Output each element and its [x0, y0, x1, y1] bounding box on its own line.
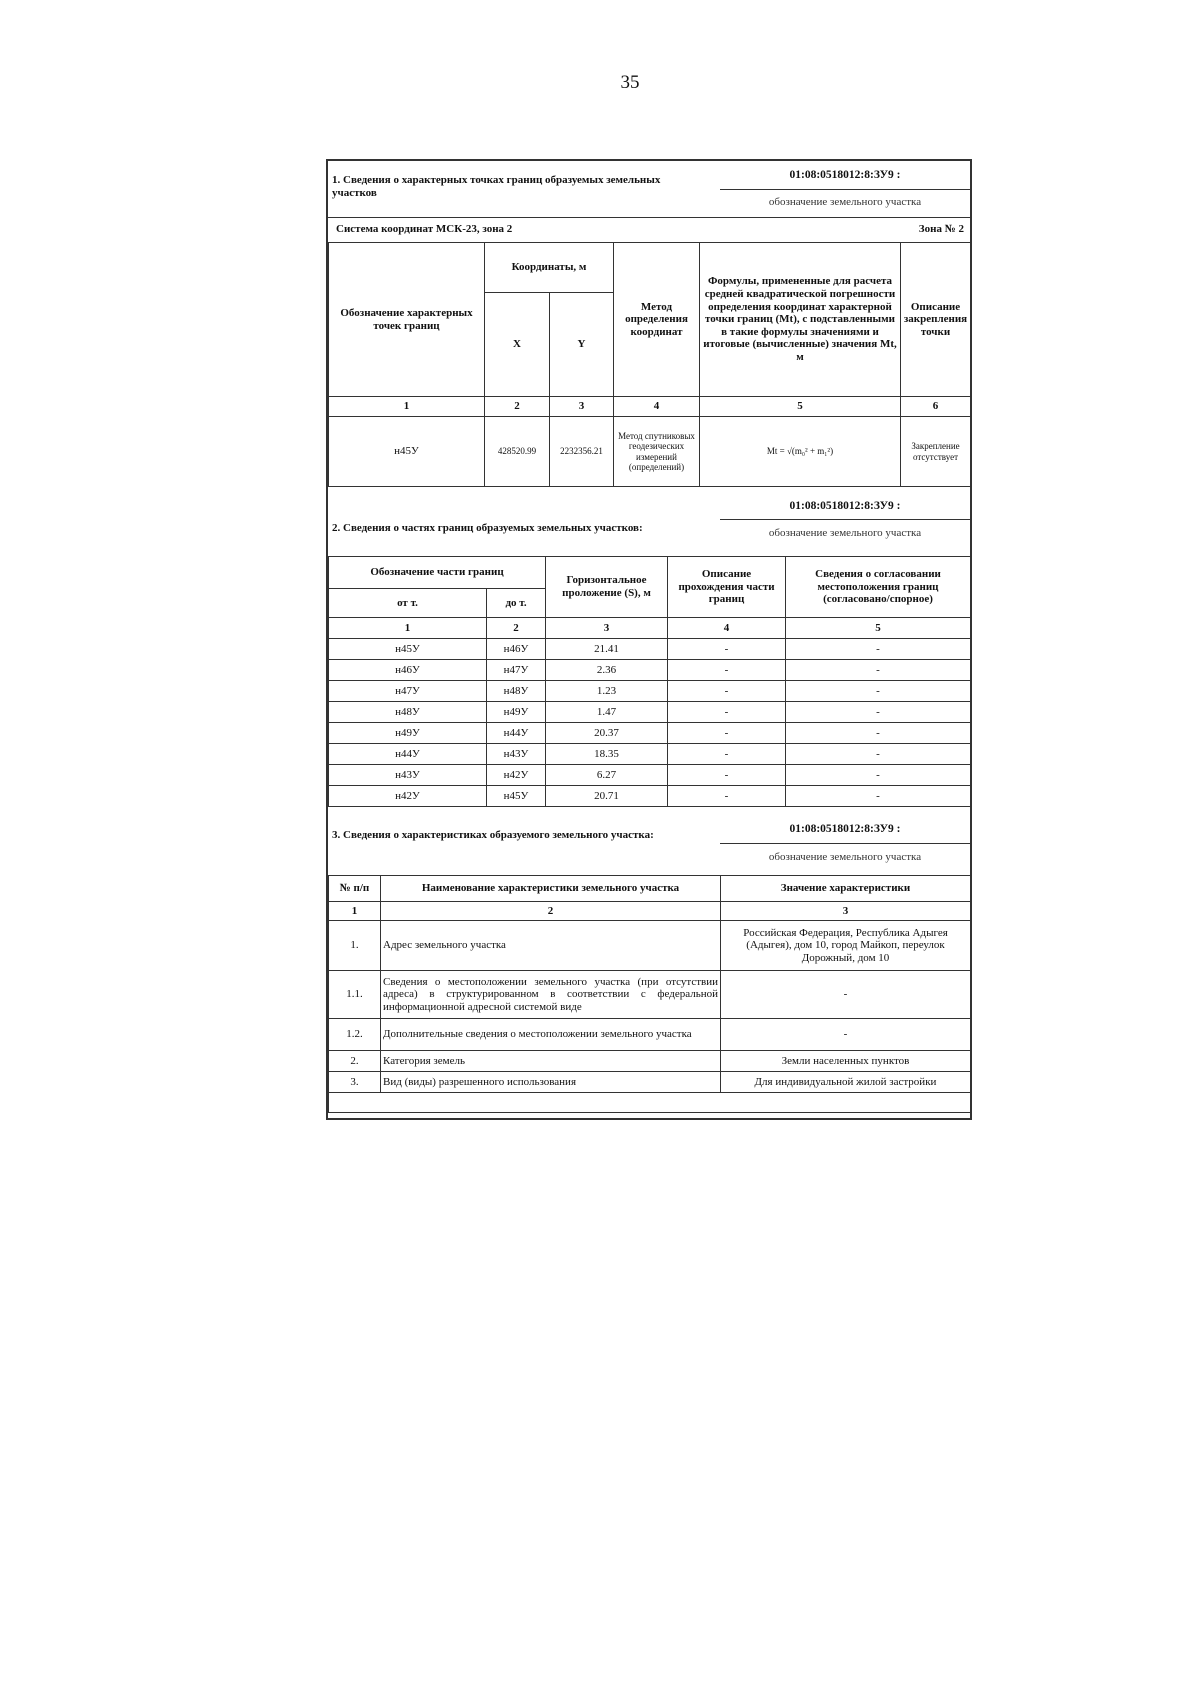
column-number: 4 [668, 618, 786, 639]
row-value: - [721, 1019, 971, 1051]
agreement-status: - [786, 702, 971, 723]
section2-code-caption: обозначение земельного участка [768, 527, 922, 539]
to-point: н44У [487, 723, 546, 744]
horizontal-distance: 6.27 [546, 765, 668, 786]
from-point: н47У [329, 681, 487, 702]
point-name: н45У [329, 417, 485, 487]
horizontal-distance: 1.47 [546, 702, 668, 723]
section1-code-caption: обозначение земельного участка [768, 196, 922, 208]
table-row [329, 1051, 971, 1072]
to-point: н42У [487, 765, 546, 786]
part-description: - [668, 660, 786, 681]
point-fixing: Закрепление отсутствует [901, 417, 971, 487]
characteristics-table [328, 875, 970, 1113]
zone-label: Зона № 2 [918, 223, 964, 235]
column-number: 3 [546, 618, 668, 639]
points-table [328, 242, 970, 487]
to-point: н49У [487, 702, 546, 723]
header-coords: Координаты, м [485, 243, 614, 293]
header-y: Y [550, 293, 614, 397]
table-row [329, 786, 971, 807]
part-description: - [668, 702, 786, 723]
empty-cell [329, 1093, 971, 1113]
point-y: 2232356.21 [550, 417, 614, 487]
table-row [329, 921, 971, 971]
section2-code-underline [720, 519, 970, 520]
column-numbers-row [329, 618, 971, 639]
row-value: Российская Федерация, Республика Адыгея (Адыгея), дом 10, город Майкоп, переулок Дорожный, дом 10 [721, 921, 971, 971]
header-part: Обозначение части границ [329, 557, 546, 589]
section2-code: 01:08:0518012:8:ЗУ9 : [789, 500, 901, 512]
to-point: н43У [487, 744, 546, 765]
row-name: Дополнительные сведения о местоположении земельного участка [381, 1019, 721, 1051]
header-to: до т. [487, 589, 546, 618]
page-number: 35 [620, 72, 640, 93]
section1-code: 01:08:0518012:8:ЗУ9 : [789, 169, 901, 181]
row-name: Сведения о местоположении земельного участка (при отсутствии адреса) в структурированном в соответствии с федеральной информационной адресной системой виде [381, 971, 721, 1019]
to-point: н47У [487, 660, 546, 681]
column-number: 2 [487, 618, 546, 639]
section3-code: 01:08:0518012:8:ЗУ9 : [789, 823, 901, 835]
header-name: Наименование характеристики земельного участка [381, 876, 721, 902]
agreement-status: - [786, 660, 971, 681]
agreement-status: - [786, 786, 971, 807]
horizontal-distance: 21.41 [546, 639, 668, 660]
from-point: н49У [329, 723, 487, 744]
part-description: - [668, 723, 786, 744]
column-number: 5 [786, 618, 971, 639]
section1-divider [328, 217, 970, 218]
horizontal-distance: 20.71 [546, 786, 668, 807]
header-agreement: Сведения о согласовании местоположения границ (согласовано/спорное) [786, 557, 971, 618]
from-point: н48У [329, 702, 487, 723]
part-description: - [668, 681, 786, 702]
agreement-status: - [786, 744, 971, 765]
column-number: 1 [329, 397, 485, 417]
header-formulas: Формулы, примененные для расчета средней квадратической погрешности определения координат характерной точки границ (Mt), с подставленными в такие формулы значениями и итоговые (вычисленные) значения Mt, м [700, 243, 901, 397]
coord-system: Система координат МСК-23, зона 2 [336, 223, 513, 235]
section2-title: 2. Сведения о частях границ образуемых земельных участков: [332, 522, 643, 534]
point-x: 428520.99 [485, 417, 550, 487]
section1-title: 1. Сведения о характерных точках границ образуемых земельных участков [332, 174, 661, 200]
from-point: н46У [329, 660, 487, 681]
column-numbers-row [329, 397, 971, 417]
point-formula: Mt = √(m₀² + m₁²) [700, 417, 901, 487]
row-name: Категория земель [381, 1051, 721, 1072]
row-num: 2. [329, 1051, 381, 1072]
header-method: Метод определения координат [614, 243, 700, 397]
agreement-status: - [786, 765, 971, 786]
horizontal-distance: 18.35 [546, 744, 668, 765]
row-value: - [721, 971, 971, 1019]
document-frame [326, 159, 972, 1120]
column-number: 1 [329, 902, 381, 921]
section3-title: 3. Сведения о характеристиках образуемого земельного участка: [332, 829, 654, 841]
header-description: Описание прохождения части границ [668, 557, 786, 618]
column-number: 4 [614, 397, 700, 417]
from-point: н42У [329, 786, 487, 807]
table-row [329, 971, 971, 1019]
table-row [329, 1019, 971, 1051]
part-description: - [668, 765, 786, 786]
column-number: 3 [550, 397, 614, 417]
to-point: н48У [487, 681, 546, 702]
part-description: - [668, 786, 786, 807]
row-name: Вид (виды) разрешенного использования [381, 1072, 721, 1093]
header-fixing: Описание закрепления точки [901, 243, 971, 397]
column-number: 5 [700, 397, 901, 417]
from-point: н43У [329, 765, 487, 786]
row-num: 1.1. [329, 971, 381, 1019]
part-description: - [668, 744, 786, 765]
point-method: Метод спутниковых геодезических измерений (определений) [614, 417, 700, 487]
row-value: Для индивидуальной жилой застройки [721, 1072, 971, 1093]
header-horizontal: Горизонтальное проложение (S), м [546, 557, 668, 618]
from-point: н44У [329, 744, 487, 765]
table-row [329, 723, 971, 744]
table-row [329, 744, 971, 765]
agreement-status: - [786, 639, 971, 660]
table-row [329, 639, 971, 660]
horizontal-distance: 1.23 [546, 681, 668, 702]
table-row [329, 1072, 971, 1093]
to-point: н45У [487, 786, 546, 807]
column-number: 3 [721, 902, 971, 921]
boundary-parts-table [328, 556, 970, 807]
row-num: 3. [329, 1072, 381, 1093]
header-from: от т. [329, 589, 487, 618]
part-description: - [668, 639, 786, 660]
section1-code-underline [720, 189, 970, 190]
row-num: 1. [329, 921, 381, 971]
header-value: Значение характеристики [721, 876, 971, 902]
row-value: Земли населенных пунктов [721, 1051, 971, 1072]
header-x: X [485, 293, 550, 397]
table-row [329, 681, 971, 702]
column-number: 2 [381, 902, 721, 921]
column-number: 6 [901, 397, 971, 417]
horizontal-distance: 20.37 [546, 723, 668, 744]
table-row [329, 765, 971, 786]
column-number: 1 [329, 618, 487, 639]
empty-row [329, 1093, 971, 1113]
column-numbers-row [329, 902, 971, 921]
from-point: н45У [329, 639, 487, 660]
horizontal-distance: 2.36 [546, 660, 668, 681]
agreement-status: - [786, 723, 971, 744]
to-point: н46У [487, 639, 546, 660]
row-num: 1.2. [329, 1019, 381, 1051]
table-row [329, 417, 971, 487]
row-name: Адрес земельного участка [381, 921, 721, 971]
section3-code-underline [720, 843, 970, 844]
section3-code-caption: обозначение земельного участка [768, 851, 922, 863]
column-number: 2 [485, 397, 550, 417]
header-num: № п/п [329, 876, 381, 902]
agreement-status: - [786, 681, 971, 702]
table-row [329, 660, 971, 681]
table-row [329, 702, 971, 723]
header-designation: Обозначение характерных точек границ [329, 243, 485, 397]
